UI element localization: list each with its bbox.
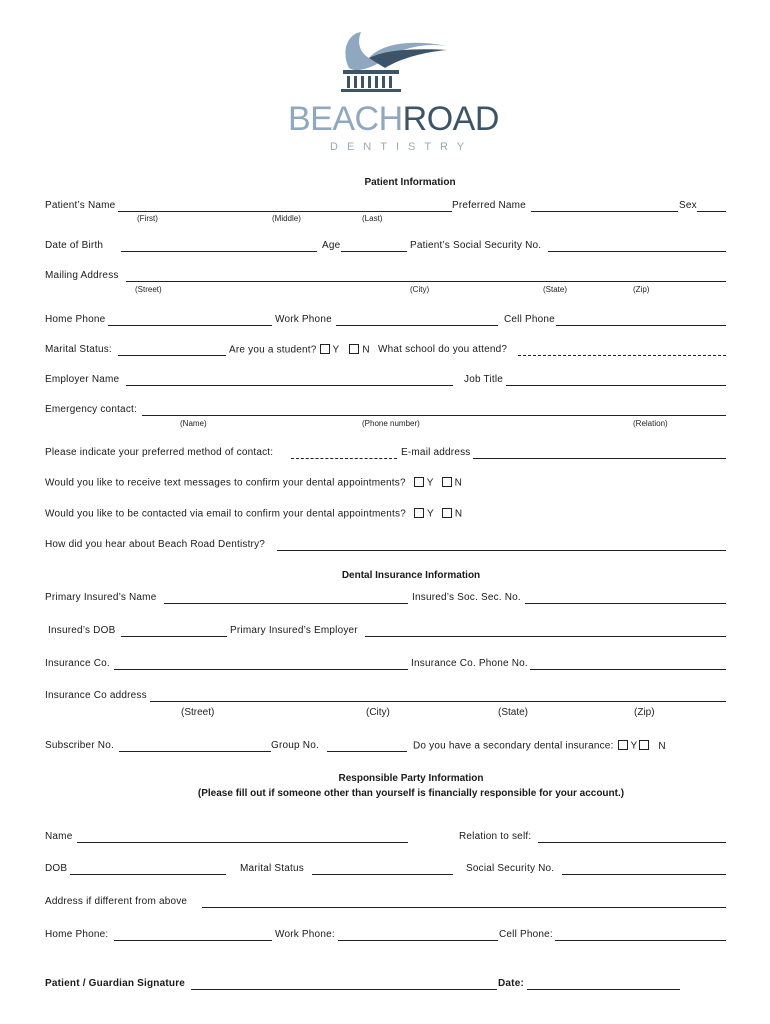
patient-name-field[interactable] bbox=[118, 211, 452, 212]
insured-ssn-field[interactable] bbox=[525, 603, 726, 604]
logo-word-beach: BEACH bbox=[288, 100, 403, 138]
state-caption: (State) bbox=[543, 285, 568, 294]
sex-label: Sex bbox=[679, 200, 697, 211]
rp-work-phone-label: Work Phone: bbox=[275, 929, 335, 940]
text-no-checkbox[interactable] bbox=[442, 477, 452, 487]
rp-marital-field[interactable] bbox=[312, 874, 453, 875]
dob-field[interactable] bbox=[121, 251, 317, 252]
first-caption: (First) bbox=[137, 214, 158, 223]
emergency-contact-field[interactable] bbox=[142, 415, 726, 416]
ssn-field[interactable] bbox=[548, 251, 726, 252]
insurance-heading: Dental Insurance Information bbox=[341, 570, 481, 581]
insurance-address-field[interactable] bbox=[150, 701, 726, 702]
hear-about-field[interactable] bbox=[277, 550, 726, 551]
student-yes-label: Y bbox=[332, 344, 340, 356]
preferred-name-field[interactable] bbox=[531, 211, 678, 212]
rp-dob-field[interactable] bbox=[70, 874, 226, 875]
sex-field[interactable] bbox=[697, 211, 726, 212]
signature-date-field[interactable] bbox=[527, 989, 680, 990]
insured-ssn-label: Insured’s Soc. Sec. No. bbox=[412, 592, 521, 603]
rp-home-phone-field[interactable] bbox=[114, 940, 272, 941]
patient-info-heading: Patient Information bbox=[364, 177, 456, 188]
subscriber-label: Subscriber No. bbox=[45, 740, 114, 751]
work-phone-label: Work Phone bbox=[275, 314, 332, 325]
subscriber-field[interactable] bbox=[119, 751, 271, 752]
logo-subtitle: DENTISTRY bbox=[330, 141, 474, 153]
patient-name-label: Patient’s Name bbox=[45, 200, 116, 211]
last-caption: (Last) bbox=[362, 214, 383, 223]
middle-caption: (Middle) bbox=[272, 214, 301, 223]
primary-employer-field[interactable] bbox=[365, 636, 726, 637]
rp-relation-field[interactable] bbox=[538, 842, 726, 843]
insurance-address-label: Insurance Co address bbox=[45, 690, 147, 701]
street-caption: (Street) bbox=[135, 285, 162, 294]
secondary-insurance-question bbox=[413, 740, 666, 753]
mailing-address-label: Mailing Address bbox=[45, 270, 119, 281]
ins-street-caption: (Street) bbox=[181, 707, 215, 718]
email-yes-checkbox[interactable] bbox=[414, 508, 424, 518]
signature-date-label: Date: bbox=[498, 978, 525, 989]
email-no-label: N bbox=[454, 508, 463, 520]
secondary-yes-label: Y bbox=[630, 740, 638, 752]
signature-label: Patient / Guardian Signature bbox=[45, 978, 186, 989]
rp-dob-label: DOB bbox=[45, 863, 68, 874]
email-no-checkbox[interactable] bbox=[442, 508, 452, 518]
employer-field[interactable] bbox=[126, 385, 453, 386]
emergency-contact-label: Emergency contact: bbox=[45, 404, 137, 415]
primary-insured-name-label: Primary Insured’s Name bbox=[45, 592, 157, 603]
ssn-label: Patient’s Social Security No. bbox=[410, 240, 542, 251]
school-label: What school do you attend? bbox=[378, 344, 508, 355]
employer-label: Employer Name bbox=[45, 374, 120, 385]
text-yes-checkbox[interactable] bbox=[414, 477, 424, 487]
school-field[interactable] bbox=[518, 355, 726, 356]
em-relation-caption: (Relation) bbox=[633, 419, 668, 428]
responsible-heading: Responsible Party Information bbox=[338, 773, 484, 784]
text-yes-label: Y bbox=[426, 477, 434, 489]
em-name-caption: (Name) bbox=[180, 419, 207, 428]
age-field[interactable] bbox=[341, 251, 407, 252]
rp-cell-phone-field[interactable] bbox=[555, 940, 726, 941]
insurance-phone-label: Insurance Co. Phone No. bbox=[411, 658, 528, 669]
group-field[interactable] bbox=[327, 751, 407, 752]
cell-phone-field[interactable] bbox=[556, 325, 726, 326]
rp-name-label: Name bbox=[45, 831, 73, 842]
home-phone-label: Home Phone bbox=[45, 314, 106, 325]
preferred-name-label: Preferred Name bbox=[452, 200, 526, 211]
rp-relation-label: Relation to self: bbox=[459, 831, 532, 842]
ins-city-caption: (City) bbox=[366, 707, 390, 718]
mailing-address-field[interactable] bbox=[126, 281, 726, 282]
marital-status-label: Marital Status: bbox=[45, 344, 112, 355]
city-caption: (City) bbox=[410, 285, 430, 294]
rp-name-field[interactable] bbox=[77, 842, 408, 843]
secondary-yes-checkbox[interactable] bbox=[618, 740, 628, 750]
student-yes-checkbox[interactable] bbox=[320, 344, 330, 354]
job-title-field[interactable] bbox=[506, 385, 726, 386]
responsible-subheading: (Please fill out if someone other than yourself is financially responsible for your account.) bbox=[197, 788, 625, 799]
email-yes-label: Y bbox=[426, 508, 434, 520]
work-phone-field[interactable] bbox=[336, 325, 498, 326]
secondary-insurance-text: Do you have a secondary dental insurance: bbox=[413, 740, 614, 752]
insured-dob-label: Insured’s DOB bbox=[48, 625, 116, 636]
insurance-phone-field[interactable] bbox=[530, 669, 726, 670]
ins-state-caption: (State) bbox=[498, 707, 529, 718]
job-title-label: Job Title bbox=[464, 374, 504, 385]
rp-marital-label: Marital Status bbox=[240, 863, 304, 874]
signature-field[interactable] bbox=[191, 989, 497, 990]
marital-status-field[interactable] bbox=[118, 355, 226, 356]
rp-cell-phone-label: Cell Phone: bbox=[499, 929, 553, 940]
rp-address-label: Address if different from above bbox=[45, 896, 188, 907]
insured-dob-field[interactable] bbox=[121, 636, 227, 637]
rp-ssn-label: Social Security No. bbox=[466, 863, 555, 874]
email-confirm-question bbox=[45, 508, 462, 521]
contact-method-field[interactable] bbox=[291, 458, 397, 459]
beach-road-logo-icon bbox=[335, 28, 455, 96]
cell-phone-label: Cell Phone bbox=[504, 314, 555, 325]
ins-zip-caption: (Zip) bbox=[634, 707, 655, 718]
home-phone-field[interactable] bbox=[108, 325, 272, 326]
student-question bbox=[229, 344, 370, 357]
rp-work-phone-field[interactable] bbox=[338, 940, 498, 941]
hear-about-label: How did you hear about Beach Road Dentistry? bbox=[45, 539, 266, 550]
text-confirm-text: Would you like to receive text messages to confirm your dental appointments? bbox=[45, 477, 406, 489]
primary-employer-label: Primary Insured’s Employer bbox=[230, 625, 358, 636]
insurance-company-label: Insurance Co. bbox=[45, 658, 110, 669]
insurance-company-field[interactable] bbox=[114, 669, 408, 670]
em-phone-caption: (Phone number) bbox=[362, 419, 420, 428]
rp-home-phone-label: Home Phone: bbox=[45, 929, 109, 940]
age-label: Age bbox=[322, 240, 341, 251]
secondary-no-label: N bbox=[658, 740, 666, 752]
secondary-no-checkbox[interactable] bbox=[639, 740, 649, 750]
rp-ssn-field[interactable] bbox=[562, 874, 726, 875]
student-no-checkbox[interactable] bbox=[349, 344, 359, 354]
student-no-label: N bbox=[362, 344, 370, 356]
email-confirm-text: Would you like to be contacted via email to confirm your dental appointments? bbox=[45, 508, 406, 520]
student-question-text: Are you a student? bbox=[229, 344, 317, 356]
logo-word-road: ROAD bbox=[402, 100, 499, 138]
zip-caption: (Zip) bbox=[633, 285, 650, 294]
rp-address-field[interactable] bbox=[202, 907, 726, 908]
logo-wordmark bbox=[288, 102, 499, 136]
email-field[interactable] bbox=[473, 458, 726, 459]
primary-insured-name-field[interactable] bbox=[164, 603, 408, 604]
group-label: Group No. bbox=[271, 740, 319, 751]
text-confirm-question bbox=[45, 477, 462, 490]
email-label: E-mail address bbox=[401, 447, 471, 458]
text-no-label: N bbox=[454, 477, 463, 489]
dob-label: Date of Birth bbox=[45, 240, 104, 251]
contact-method-label: Please indicate your preferred method of contact: bbox=[45, 447, 274, 458]
